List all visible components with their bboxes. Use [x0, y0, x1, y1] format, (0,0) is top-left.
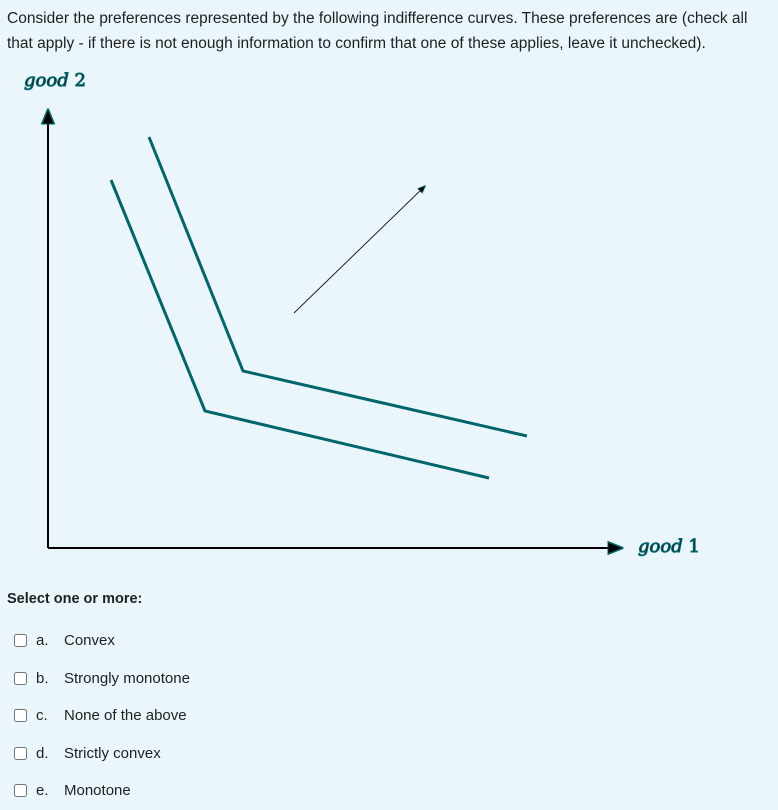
option-convex[interactable]: [14, 622, 190, 660]
option-letter: b.: [36, 669, 49, 687]
select-prompt: Select one or more:: [7, 591, 143, 607]
answer-options: [14, 622, 190, 810]
option-strictly-convex[interactable]: [14, 735, 190, 773]
x-axis-label: [638, 536, 700, 557]
x-axis-label-number: 1: [688, 536, 700, 557]
checkbox-convex[interactable]: [14, 634, 27, 647]
option-monotone[interactable]: [14, 772, 190, 810]
option-label: Convex: [64, 632, 115, 650]
checkbox-monotone[interactable]: [14, 784, 27, 797]
option-strongly-monotone[interactable]: [14, 660, 190, 698]
option-letter: c.: [36, 707, 48, 725]
checkbox-strictly-convex[interactable]: [14, 747, 27, 760]
option-none-of-the-above[interactable]: [14, 697, 190, 735]
y-axis-label-word: good: [24, 70, 69, 91]
option-letter: a.: [36, 632, 49, 650]
option-label: Strictly convex: [64, 744, 161, 762]
option-label: None of the above: [64, 707, 187, 725]
option-label: Strongly monotone: [64, 669, 190, 687]
y-axis-label-number: 2: [74, 70, 86, 91]
question-text: Consider the preferences represented by the following indifference curves. These preferences are (check all that apply - if there is not enough information to confirm that one of these applies, leave it unchecked).: [7, 10, 748, 52]
y-axis-label: [24, 70, 86, 91]
indifference-curve-upper: [149, 137, 527, 436]
checkbox-strongly-monotone[interactable]: [14, 672, 27, 685]
option-label: Monotone: [64, 782, 131, 800]
x-axis-label-word: good: [638, 536, 683, 557]
option-letter: e.: [36, 782, 49, 800]
preference-direction-arrow: [294, 186, 425, 313]
checkbox-none-of-the-above[interactable]: [14, 709, 27, 722]
option-letter: d.: [36, 744, 49, 762]
indifference-curve-lower: [111, 180, 489, 478]
